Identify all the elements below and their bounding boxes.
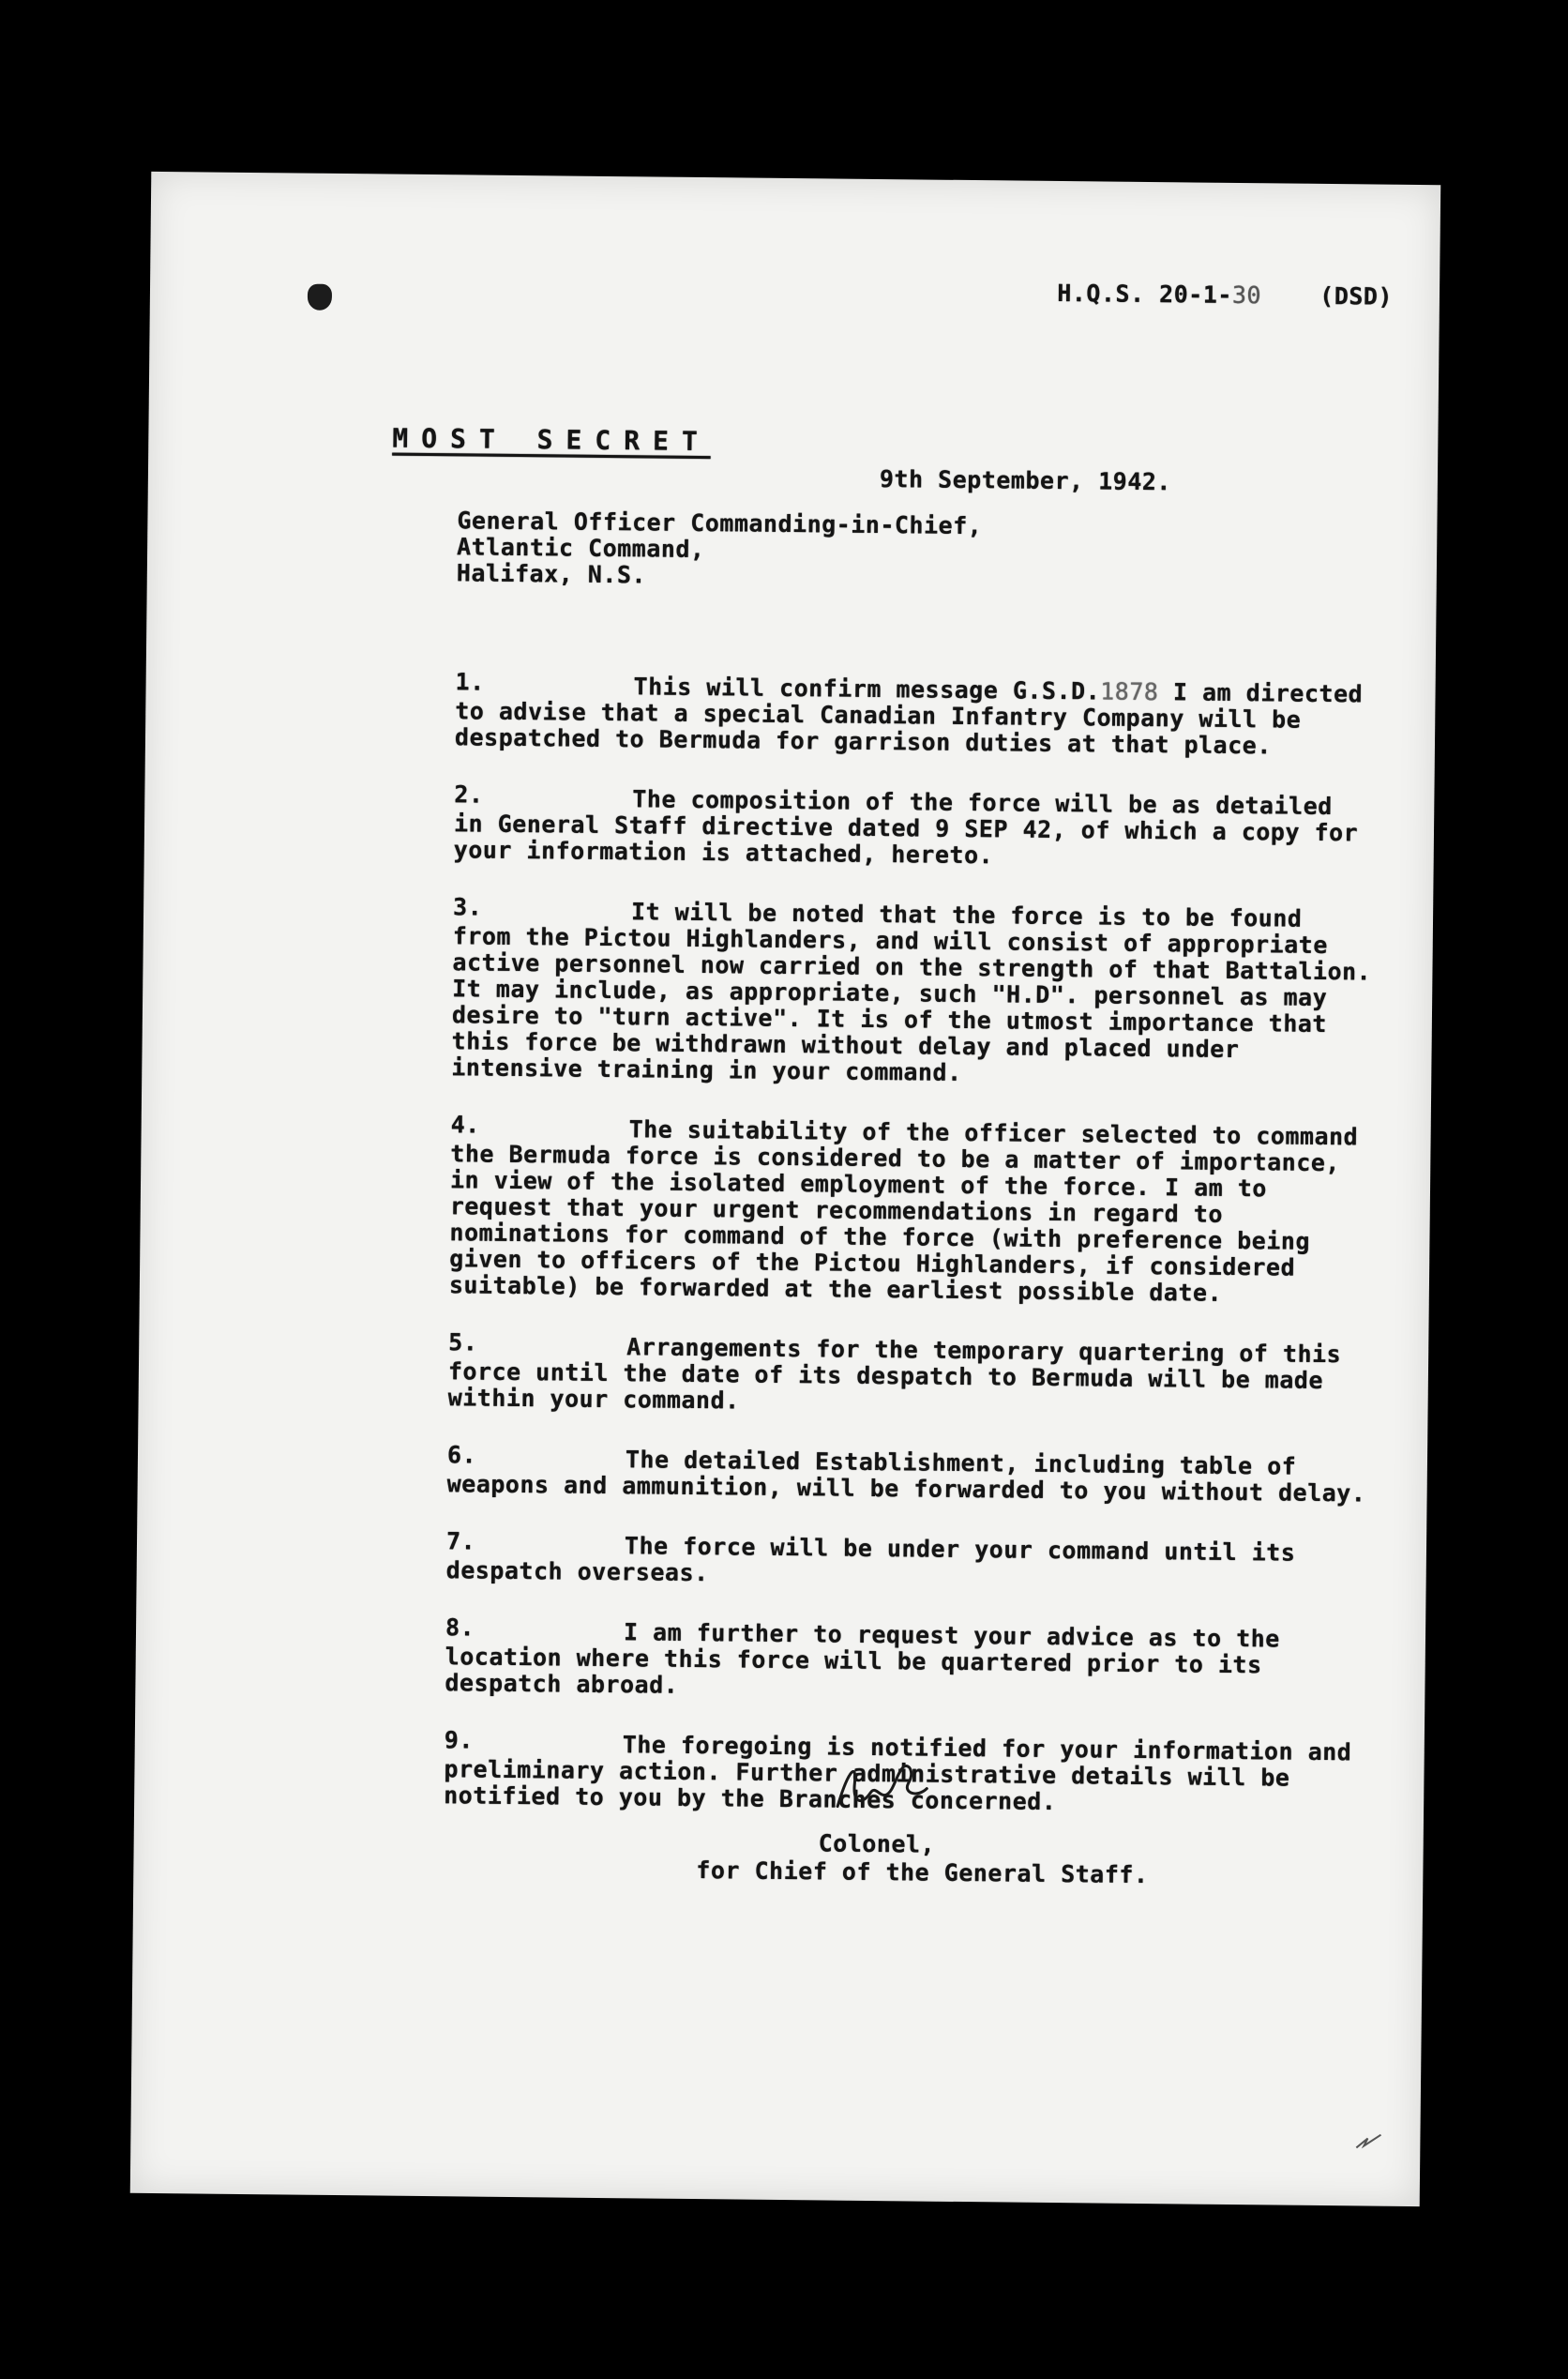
paragraph-number: 3. (452, 893, 483, 921)
paragraph-text: It will be noted that the force is to be found from the Pictou Highlanders, and will consist of appropriate active personnel now carried on the strength of that Battalion. It may include, as appropriate, such "H.D". personnel as may desire to "turn active". It is of the utmost importance that this force be withdrawn without delay and placed under intensive training in your command. (451, 898, 1372, 1086)
reference-branch: (DSD) (1319, 281, 1394, 311)
handwritten-number: 1878 (1100, 677, 1159, 706)
paragraph (445, 1614, 1364, 1705)
paragraph-text: The composition of the force will be as detailed in General Staff directive dated 9 SEP 42, of which a copy for your information is attached, hereto. (453, 785, 1359, 870)
paragraph-number: 2. (454, 780, 484, 809)
paragraph (447, 1328, 1368, 1420)
addressee-line: General Officer Commanding-in-Chief, (457, 507, 983, 540)
document-page (130, 172, 1440, 2206)
paragraph-text-main: This will confirm message G.S.D. (633, 673, 1101, 705)
file-reference (1057, 280, 1393, 311)
signatory-rank: Colonel, (818, 1829, 936, 1858)
paragraph (445, 1527, 1366, 1593)
paragraph-text: The foregoing is notified for your information and preliminary action. Further administrative details will be notified to you by the Branches concerned. (444, 1731, 1352, 1816)
letter-body (444, 668, 1375, 1852)
addressee-block (457, 508, 983, 592)
addressee-line: Halifax, N.S. (456, 559, 647, 589)
paragraph-number: 8. (445, 1614, 475, 1642)
paragraph-text-rest: I am directed to advise that a special Canadian Infantry Company will be despatched to Bermuda for garrison duties at that place. (454, 678, 1364, 760)
paragraph (448, 1111, 1370, 1308)
paragraph-text (454, 668, 1375, 760)
handwritten-signature (828, 1755, 942, 1822)
paragraph-number: 4. (450, 1111, 480, 1139)
paragraph-text: I am further to request your advice as to the location where this force will be quartered prior to its despatch abroad. (445, 1618, 1280, 1699)
addressee-line: Atlantic Command, (456, 533, 705, 564)
paragraph (446, 1441, 1367, 1508)
pencil-mark (1354, 2132, 1382, 2149)
paragraph-number: 9. (444, 1726, 475, 1754)
paragraph-text: The suitability of the officer selected to command the Bermuda force is considered to be a matter of importance, in view of the isolated employment of the force. I am to request that your urgent recommendations in regard to nominations for command of the force (with preference being given to officers of the Pictou Highlanders, if considered suitable) be forwarded at the earliest possible date. (448, 1115, 1359, 1307)
paragraph (451, 893, 1372, 1090)
paragraph-number: 5. (448, 1328, 478, 1356)
ink-blot-mark (308, 284, 332, 311)
signature-block (696, 1828, 1149, 1889)
signatory-capacity: for Chief of the General Staff. (696, 1856, 1149, 1889)
paragraph-number: 7. (445, 1527, 476, 1555)
paragraph (453, 780, 1374, 872)
paragraph (454, 668, 1375, 760)
reference-number: H.Q.S. 20-1- (1057, 279, 1233, 309)
paragraph-number: 6. (446, 1441, 477, 1469)
paragraph-text: The force will be under your command until its despatch overseas. (445, 1532, 1296, 1587)
classification-heading: MOST SECRET (392, 422, 711, 458)
paragraph-text: Arrangements for the temporary quartering of this force until the date of its despatch to Bermuda will be made within your command. (447, 1333, 1342, 1415)
letter-date: 9th September, 1942. (879, 465, 1172, 496)
paragraph-number: 1. (455, 668, 485, 696)
paragraph-text: The detailed Establishment, including table of weapons and ammunition, will be forwarded to you without delay. (446, 1446, 1366, 1508)
reference-suffix: 30 (1231, 280, 1262, 310)
